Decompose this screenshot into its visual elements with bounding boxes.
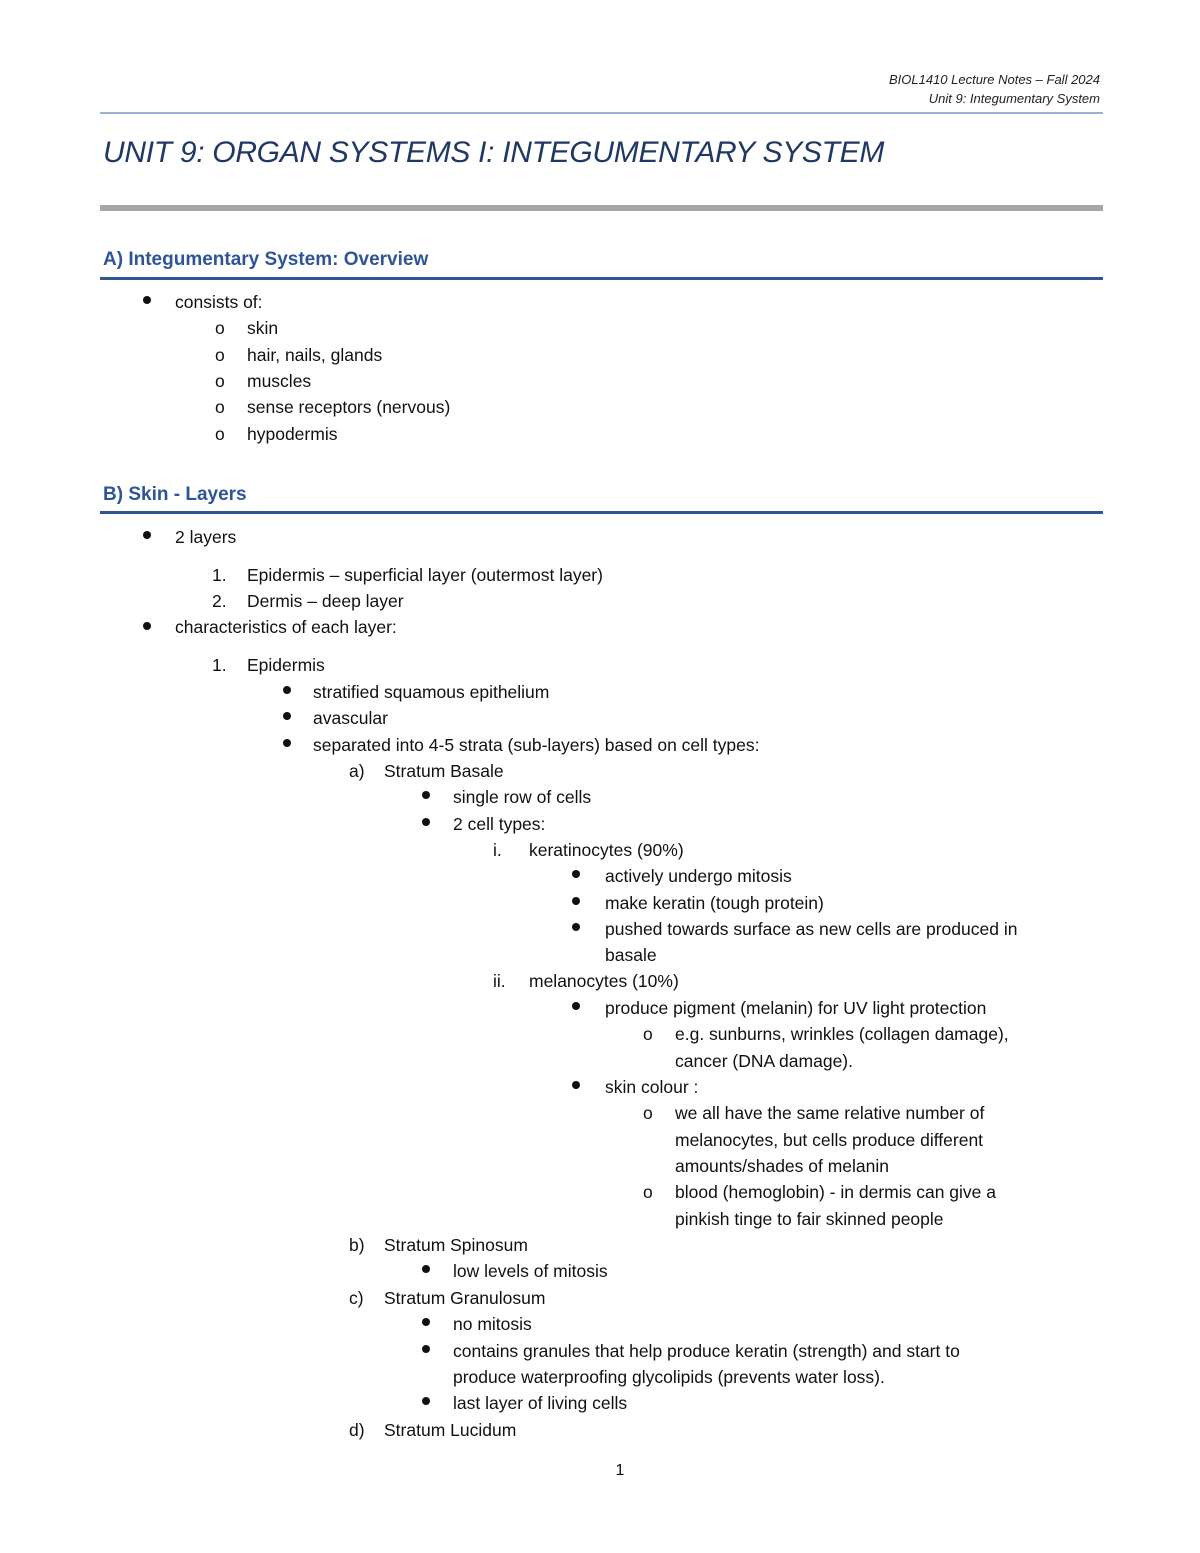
granulosum-point: no mitosis	[453, 1314, 532, 1334]
epidermis-title: Epidermis	[247, 655, 325, 675]
bullet-dot	[572, 870, 580, 878]
bullet-dot	[422, 818, 430, 826]
running-header	[889, 70, 1100, 108]
epidermis-point: avascular	[313, 708, 388, 728]
hollow-bullet: o	[643, 1024, 653, 1044]
stratum-granulosum-title: Stratum Granulosum	[384, 1288, 546, 1308]
skin-colour-subpoint-continued: amounts/shades of melanin	[675, 1156, 890, 1176]
keratinocytes-point: actively undergo mitosis	[605, 866, 792, 886]
epidermis-point: stratified squamous epithelium	[313, 682, 550, 702]
keratinocytes-title: keratinocytes (90%)	[529, 840, 684, 860]
bullet-dot	[572, 1081, 580, 1089]
number-marker: 1.	[212, 655, 227, 675]
letter-marker: b)	[349, 1235, 365, 1255]
epidermis-point: separated into 4-5 strata (sub-layers) based on cell types:	[313, 735, 760, 755]
hollow-bullet: o	[215, 424, 225, 444]
melanocytes-subpoint-continued: cancer (DNA damage).	[675, 1051, 853, 1071]
basale-point: 2 cell types:	[453, 814, 546, 834]
bullet-dot	[572, 897, 580, 905]
list-item: sense receptors (nervous)	[247, 397, 451, 417]
bullet-dot	[283, 686, 291, 694]
letter-marker: d)	[349, 1420, 365, 1440]
basale-point: single row of cells	[453, 787, 592, 807]
header-divider	[100, 112, 1103, 114]
bullet-dot	[422, 1397, 430, 1405]
two-layers-text: 2 layers	[175, 527, 237, 547]
hollow-bullet: o	[643, 1182, 653, 1202]
number-marker: 1.	[212, 565, 227, 585]
melanocytes-point: produce pigment (melanin) for UV light protection	[605, 998, 987, 1018]
bullet-dot	[143, 531, 151, 539]
unit-header: Unit 9: Integumentary System	[928, 91, 1100, 106]
hollow-bullet: o	[215, 371, 225, 391]
bullet-dot	[283, 712, 291, 720]
layer-item: Dermis – deep layer	[247, 591, 404, 611]
bullet-dot	[422, 1318, 430, 1326]
spinosum-point: low levels of mitosis	[453, 1261, 608, 1281]
section-a-divider	[100, 277, 1103, 280]
title-divider	[100, 205, 1103, 211]
number-marker: 2.	[212, 591, 227, 611]
roman-marker: ii.	[493, 971, 506, 991]
keratinocytes-point-continued: basale	[605, 945, 657, 965]
bullet-dot	[422, 791, 430, 799]
skin-colour-subpoint-continued: pinkish tinge to fair skinned people	[675, 1209, 944, 1229]
list-item: muscles	[247, 371, 312, 391]
skin-colour-subpoint-continued: melanocytes, but cells produce different	[675, 1130, 984, 1150]
keratinocytes-point: make keratin (tough protein)	[605, 893, 824, 913]
granulosum-point: last layer of living cells	[453, 1393, 628, 1413]
roman-marker: i.	[493, 840, 502, 860]
hollow-bullet: o	[643, 1103, 653, 1123]
hollow-bullet: o	[215, 318, 225, 338]
keratinocytes-point: pushed towards surface as new cells are produced in	[605, 919, 1018, 939]
hollow-bullet: o	[215, 345, 225, 365]
hollow-bullet: o	[215, 397, 225, 417]
stratum-lucidum-title: Stratum Lucidum	[384, 1420, 517, 1440]
stratum-spinosum-title: Stratum Spinosum	[384, 1235, 528, 1255]
bullet-dot	[143, 296, 151, 304]
section-b-heading: B) Skin - Layers	[103, 484, 247, 505]
section-a-heading: A) Integumentary System: Overview	[103, 249, 429, 270]
skin-colour-subpoint: we all have the same relative number of	[675, 1103, 985, 1123]
bullet-dot	[143, 622, 151, 630]
layer-item: Epidermis – superficial layer (outermost layer)	[247, 565, 603, 585]
bullet-dot	[422, 1345, 430, 1353]
bullet-dot	[572, 1002, 580, 1010]
granulosum-point-continued: produce waterproofing glycolipids (prevents water loss).	[453, 1367, 885, 1387]
bullet-dot	[572, 923, 580, 931]
stratum-basale-title: Stratum Basale	[384, 761, 504, 781]
bullet-dot	[422, 1265, 430, 1273]
section-b-divider	[100, 511, 1103, 514]
melanocytes-subpoint: e.g. sunburns, wrinkles (collagen damage),	[675, 1024, 1009, 1044]
skin-colour-subpoint: blood (hemoglobin) - in dermis can give a	[675, 1182, 996, 1202]
list-item: hair, nails, glands	[247, 345, 383, 365]
melanocytes-title: melanocytes (10%)	[529, 971, 679, 991]
skin-colour-text: skin colour :	[605, 1077, 699, 1097]
granulosum-point: contains granules that help produce keratin (strength) and start to	[453, 1341, 960, 1361]
course-header: BIOL1410 Lecture Notes – Fall 2024	[888, 72, 1100, 87]
letter-marker: a)	[349, 761, 365, 781]
bullet-dot	[283, 739, 291, 747]
letter-marker: c)	[349, 1288, 364, 1308]
list-item: skin	[247, 318, 279, 338]
consists-of-text: consists of:	[175, 292, 263, 312]
page-number: 1	[615, 1462, 625, 1479]
list-item: hypodermis	[247, 424, 338, 444]
page-title: UNIT 9: ORGAN SYSTEMS I: INTEGUMENTARY SYSTEM	[103, 136, 885, 169]
characteristics-text: characteristics of each layer:	[175, 617, 397, 637]
